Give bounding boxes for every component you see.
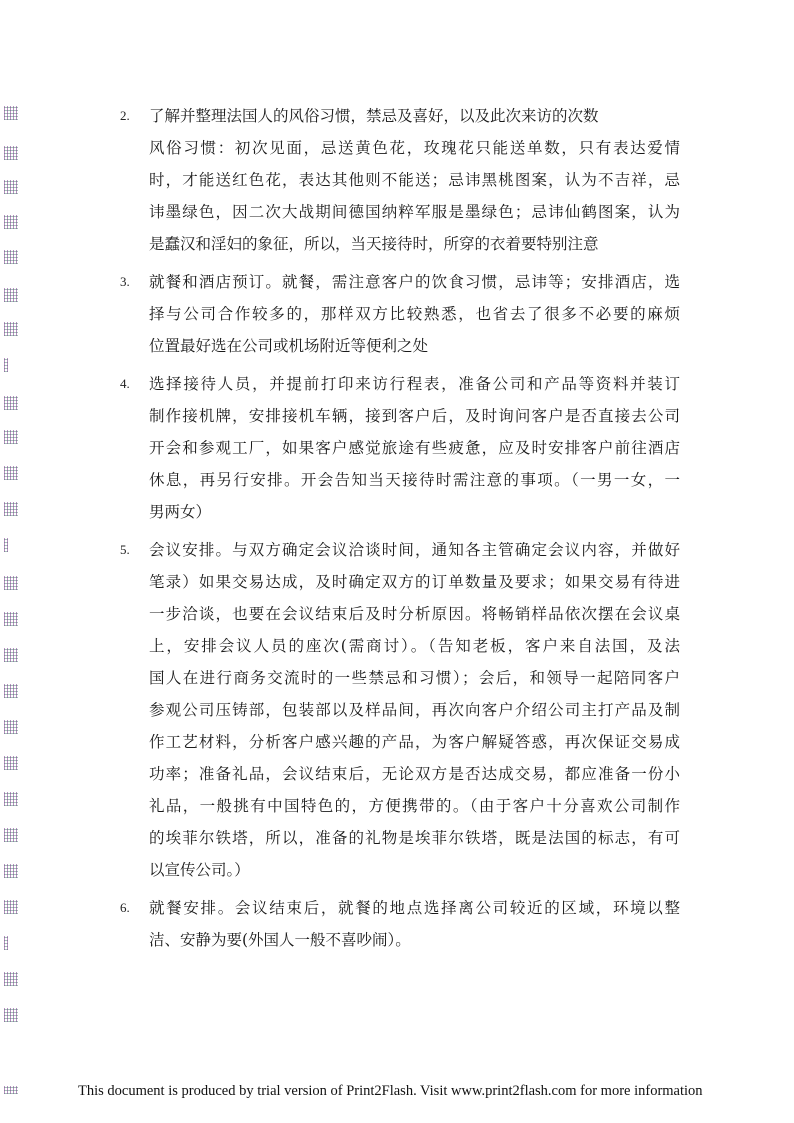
- margin-artifacts: [4, 0, 24, 1123]
- margin-mark: [4, 106, 18, 120]
- paragraph-line: 休息，再另行安排。开会告知当天接待时需注意的事项。（一男一女，一: [149, 471, 680, 489]
- paragraph-line: 开会和参观工厂，如果客户感觉旅途有些疲惫，应及时安排客户前往酒店: [149, 439, 680, 457]
- margin-mark: [4, 146, 18, 160]
- margin-mark: [4, 756, 18, 770]
- list-item-5: [120, 534, 680, 886]
- document-body: [120, 100, 680, 956]
- paragraph-line: 是蠢汉和淫妇的象征，所以，当天接待时，所穿的衣着要特别注意: [149, 235, 599, 253]
- paragraph-line: 时，才能送红色花，表达其他则不能送；忌讳黑桃图案，认为不吉祥，忌: [149, 171, 680, 189]
- margin-mark: [4, 502, 18, 516]
- paragraph-line: 会议安排。与双方确定会议洽谈时间，通知各主管确定会议内容，并做好: [149, 541, 680, 559]
- item-number: 6.: [120, 900, 130, 915]
- paragraph-line: 的埃菲尔铁塔，所以，准备的礼物是埃菲尔铁塔，既是法国的标志，有可: [149, 829, 680, 847]
- margin-mark: [4, 792, 18, 806]
- paragraph-line: 国人在进行商务交流时的一些禁忌和习惯）；会后，和领导一起陪同客户: [149, 669, 680, 687]
- paragraph-line: 作工艺材料，分析客户感兴趣的产品，为客户解疑答惑，再次保证交易成: [149, 733, 680, 751]
- margin-mark: [4, 684, 18, 698]
- margin-mark: [4, 180, 18, 194]
- margin-mark: [4, 864, 18, 878]
- paragraph-line: 笔录）如果交易达成，及时确定双方的订单数量及要求；如果交易有待进: [149, 573, 680, 591]
- paragraph-line: 参观公司压铸部，包装部以及样品间，再次向客户介绍公司主打产品及制: [149, 701, 680, 719]
- margin-mark: [4, 720, 18, 734]
- margin-mark: [4, 1008, 18, 1022]
- margin-mark: [4, 648, 18, 662]
- paragraph-line: 选择接待人员，并提前打印来访行程表，准备公司和产品等资料并装订: [149, 375, 680, 393]
- list-item-2: [120, 100, 680, 260]
- paragraph-line: 一步洽谈，也要在会议结束后及时分析原因。将畅销样品依次摆在会议桌: [149, 605, 680, 623]
- paragraph-line: 择与公司合作较多的，那样双方比较熟悉，也省去了很多不必要的麻烦: [149, 305, 680, 323]
- paragraph-line: 洁、安静为要(外国人一般不喜吵闹）。: [149, 931, 411, 949]
- margin-mark: [4, 288, 18, 302]
- margin-mark: [4, 972, 18, 986]
- list-item-3: [120, 266, 680, 362]
- item-number: 4.: [120, 376, 130, 391]
- margin-mark: [4, 430, 18, 444]
- list-item-4: [120, 368, 680, 528]
- paragraph-line: 礼品，一般挑有中国特色的，方便携带的。（由于客户十分喜欢公司制作: [149, 797, 680, 815]
- item-number: 3.: [120, 274, 130, 289]
- margin-mark: [4, 828, 18, 842]
- margin-mark: [4, 466, 18, 480]
- margin-mark: [4, 250, 18, 264]
- paragraph-line: 制作接机牌，安排接机车辆，接到客户后，及时询问客户是否直接去公司: [149, 407, 680, 425]
- margin-mark: [4, 396, 18, 410]
- margin-mark: [4, 576, 18, 590]
- item-number: 2.: [120, 108, 130, 123]
- margin-mark: [4, 358, 8, 372]
- margin-mark: [4, 936, 8, 950]
- margin-mark: [4, 215, 18, 229]
- margin-mark: [4, 612, 18, 626]
- paragraph-line: 位置最好选在公司或机场附近等便利之处: [149, 337, 429, 355]
- margin-mark: [4, 900, 18, 914]
- trial-watermark-footer: This document is produced by trial version of Print2Flash. Visit www.print2flash.com for more information: [78, 1083, 703, 1099]
- margin-mark: [4, 1086, 18, 1094]
- paragraph-line: 功率；准备礼品，会议结束后，无论双方是否达成交易，都应准备一份小: [149, 765, 680, 783]
- margin-mark: [4, 322, 18, 336]
- paragraph-line: 以宣传公司。）: [149, 861, 250, 879]
- paragraph-line: 风俗习惯：初次见面，忌送黄色花，玫瑰花只能送单数，只有表达爱情: [149, 139, 680, 157]
- margin-mark: [4, 538, 8, 552]
- paragraph-line: 了解并整理法国人的风俗习惯，禁忌及喜好，以及此次来访的次数: [149, 107, 599, 125]
- paragraph-line: 男两女）: [149, 503, 212, 521]
- item-number: 5.: [120, 542, 130, 557]
- paragraph-line: 讳墨绿色，因二次大战期间德国纳粹军服是墨绿色；忌讳仙鹤图案，认为: [149, 203, 680, 221]
- paragraph-line: 就餐安排。会议结束后，就餐的地点选择离公司较近的区域，环境以整: [149, 899, 680, 917]
- list-item-6: [120, 892, 680, 956]
- paragraph-line: 上，安排会议人员的座次(需商讨）。（告知老板，客户来自法国，及法: [149, 637, 680, 655]
- paragraph-line: 就餐和酒店预订。就餐，需注意客户的饮食习惯，忌讳等；安排酒店，选: [149, 273, 680, 291]
